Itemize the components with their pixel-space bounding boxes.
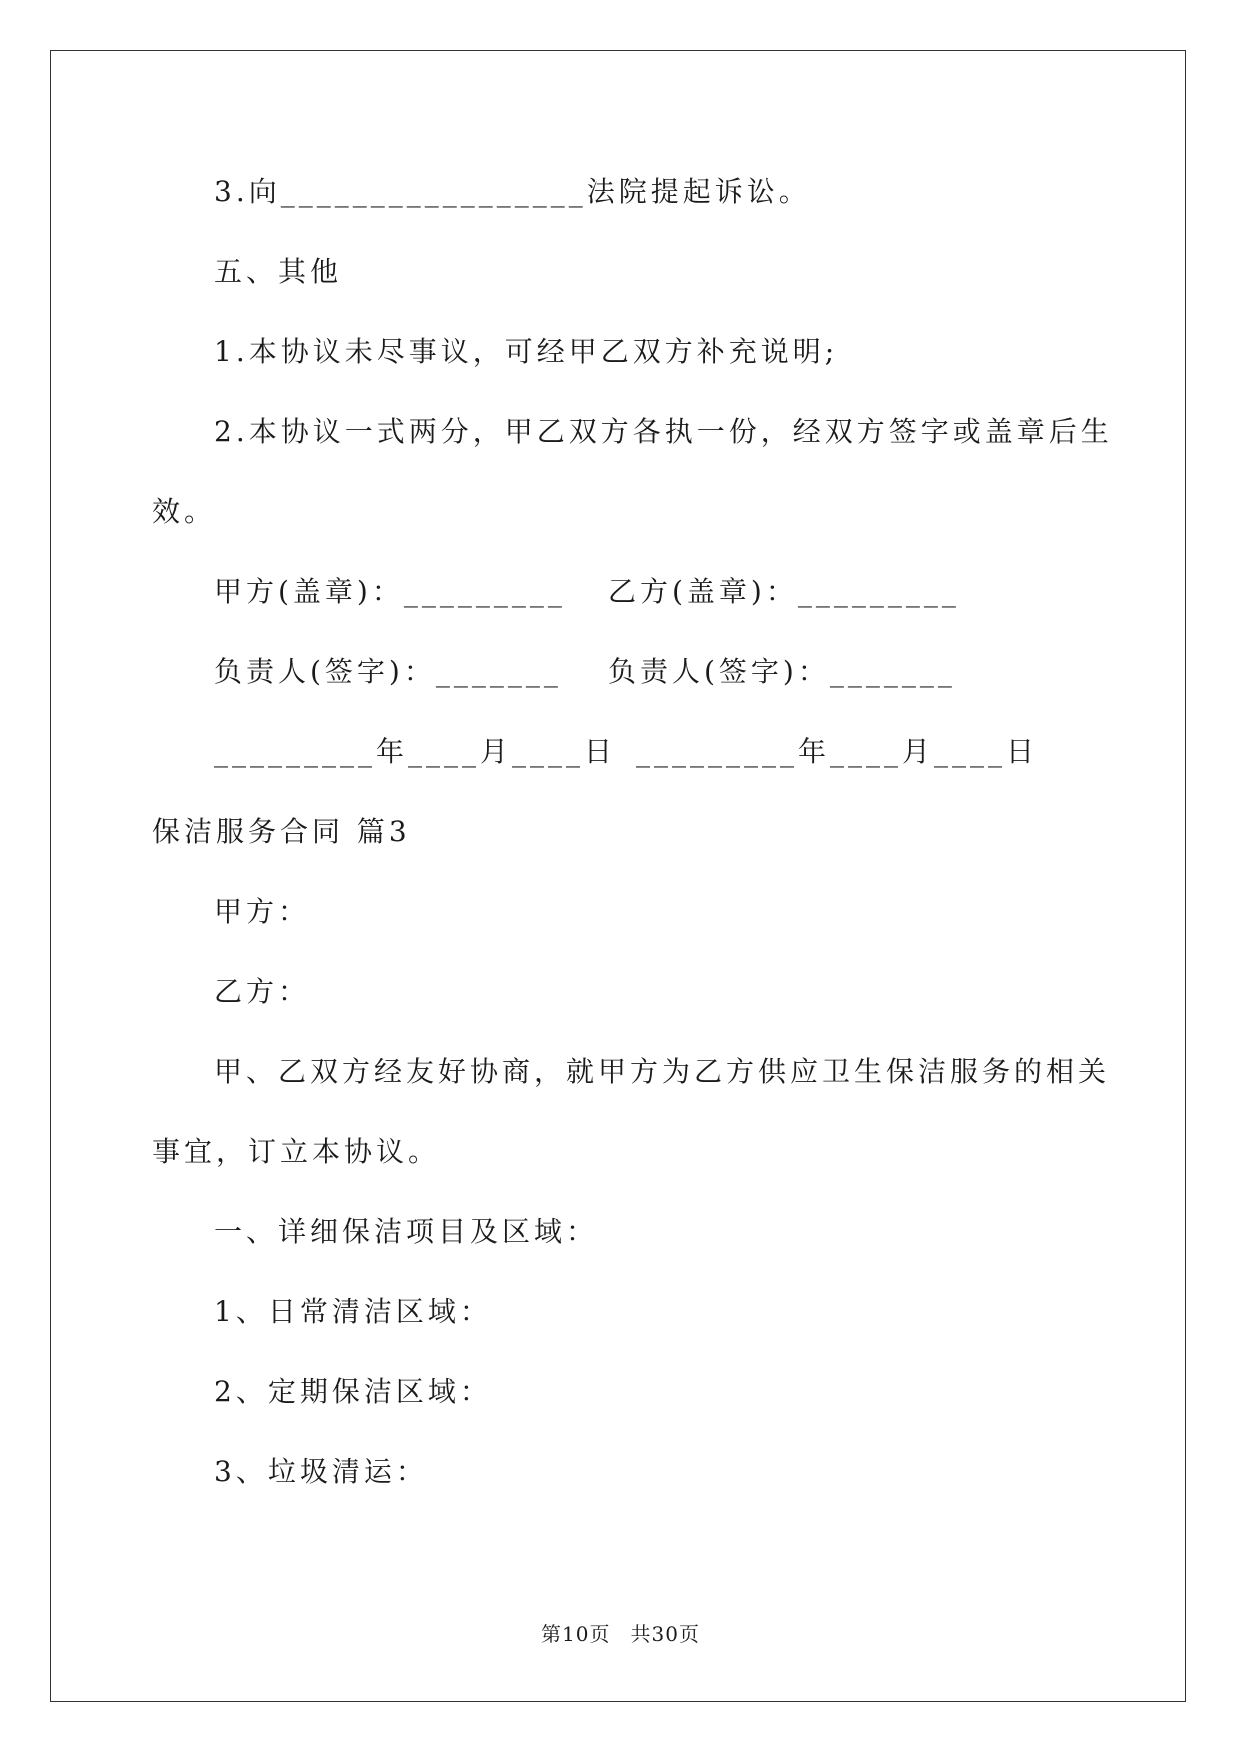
clause-copies-continued: 效。 [152, 495, 217, 528]
page-number: 第10页 [541, 1622, 611, 1646]
section-title: 保洁服务合同 篇3 [152, 815, 411, 848]
heading-cleaning-items: 一、详细保洁项目及区域： [214, 1215, 599, 1248]
clause-supplement: 1.本协议未尽事议，可经甲乙双方补充说明; [214, 335, 839, 368]
clause-lawsuit: 3.向_________________法院提起诉讼。 [214, 175, 811, 208]
party-b-signer-field: 负责人(签字)：_______ [608, 655, 956, 688]
party-a-seal-field: 甲方(盖章)：_________ [214, 575, 566, 608]
party-b-label: 乙方： [214, 975, 311, 1008]
item-garbage-removal: 3、垃圾清运： [214, 1455, 428, 1488]
party-a-date-field: _________年____月____日 [214, 735, 617, 768]
party-b-seal-field: 乙方(盖章)：_________ [608, 575, 960, 608]
agreement-intro-continued: 事宜，订立本协议。 [152, 1135, 441, 1168]
clause-copies: 2.本协议一式两分，甲乙双方各执一份，经双方签字或盖章后生 [214, 415, 1113, 448]
page-total: 共30页 [630, 1622, 700, 1646]
item-periodic-cleaning: 2、定期保洁区域： [214, 1375, 492, 1408]
party-b-date-field: _________年____月____日 [636, 735, 1039, 768]
section-heading-other: 五、其他 [214, 255, 343, 288]
agreement-intro: 甲、乙双方经友好协商，就甲方为乙方供应卫生保洁服务的相关 [214, 1055, 1111, 1088]
page-footer [0, 1620, 1241, 1648]
item-daily-cleaning: 1、日常清洁区域： [214, 1295, 492, 1328]
party-a-signer-field: 负责人(签字)：_______ [214, 655, 562, 688]
party-a-label: 甲方： [214, 895, 311, 928]
